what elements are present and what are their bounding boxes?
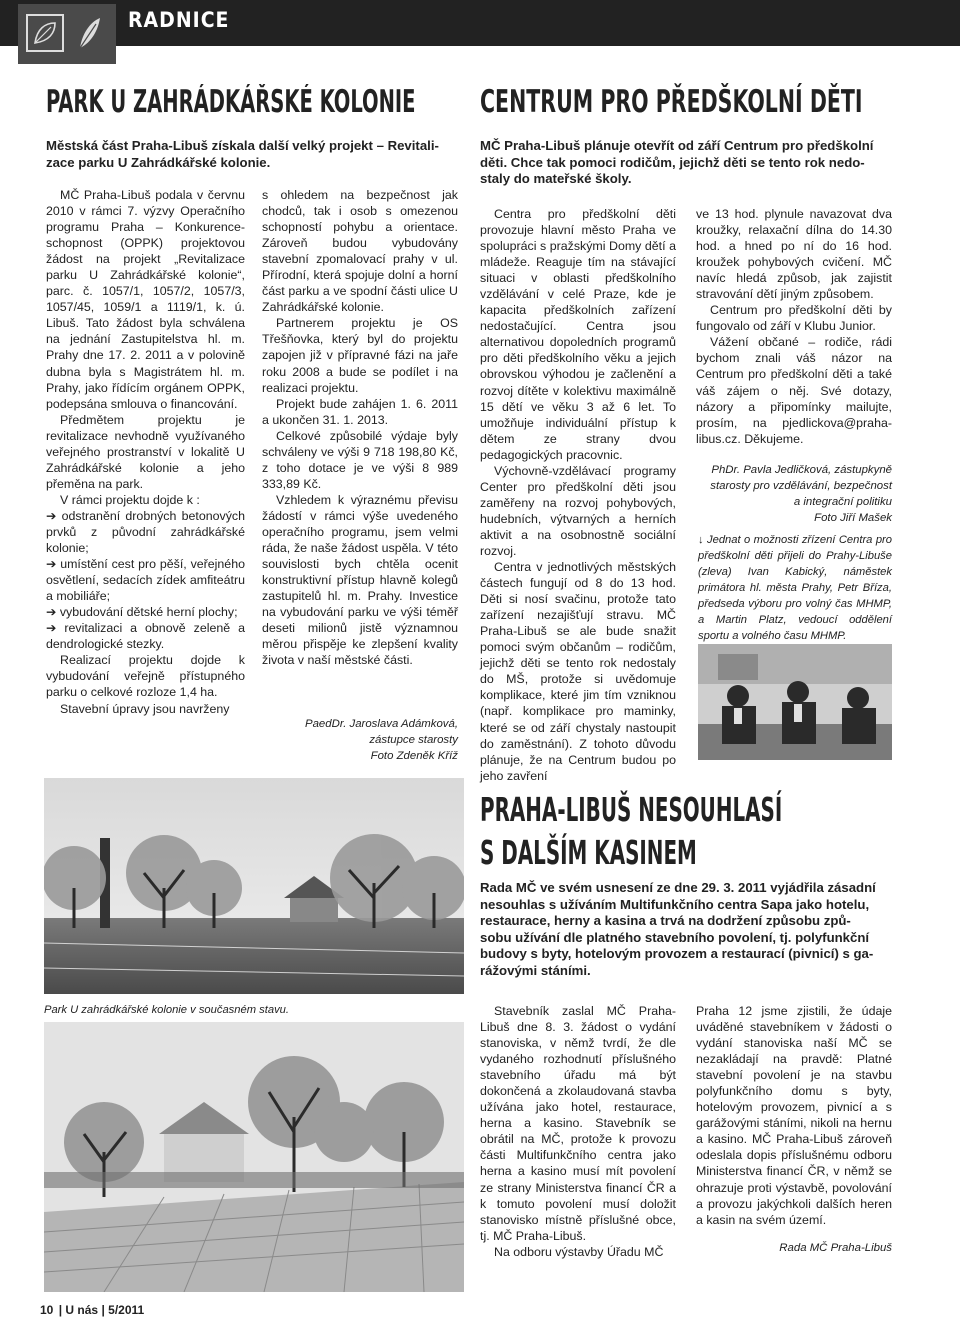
- arrow-icon: ➔: [46, 605, 60, 620]
- photo-caption-park: Park U zahrádkářské kolonie v současném stavu.: [44, 1004, 289, 1016]
- paragraph: MČ Praha-Libuš podala v červnu 2010 v rámci 7. výzvy Operačního programu Praha – Konkurenceschopnost (OPPK) projektovou žádost na projekt „Revitalizace parku U Zahrádkářské kolonie“, parc. č. 1057/1, 1057/2, 1057/3, 1057/45, 1059/1 a 1119/1, k. ú. Libuš. Tato žádost byla schválena na jednání Zastupitelstva hl. m. Prahy dne 17. 2. 2011 a v polovině dubna byla s Magistrátem hl. m. Prahy, jako řídícím orgánem OPPK, podepsána smlouva o financování.: [46, 188, 245, 411]
- photo-caption-centrum: ↓ Jednat o možnosti zřízení Centra pro předškolní děti přijeli do Prahy-Libuše (zleva) Ivan Kabický, náměstek primátora hl. města Prahy, Petr Bříza, předseda výboru pro volný čas MHMP, a Martin Platz, vedoucí oddělení sportu a volného času MHMP.: [698, 534, 892, 642]
- page-footer: 10 | U nás | 5/2011: [40, 1303, 145, 1317]
- centrum-column-2: [696, 206, 892, 447]
- paragraph: Na odboru výstavby Úřadu MČ: [494, 1244, 664, 1259]
- arrow-icon: ➔: [46, 557, 61, 572]
- page-number: 10: [40, 1303, 54, 1317]
- arrow-down-icon: ↓: [698, 534, 708, 546]
- section-logo: [18, 4, 116, 64]
- section-label: RADNICE: [128, 8, 230, 32]
- photo-centrum: [698, 644, 892, 760]
- paragraph: Centra v jednotlivých městských částech fungují od 8 do 13 hod. Děti si nosí svačinu, protože tato zařízení nezajišťují stravu. MČ Praha-Libuš se ale bude snažit pomoci svým občanům – rodičům, jejichž děti se tento rok nedostaly do MŠ, protože si uvědomuje komplikace, které jim tím vzniknou (např. komplikace pro maminky, které se od září chystaly nastoupit do zaměstnání). Z tohoto důvodu plánuje, že na Centrum budou po jeho zavření: [480, 560, 676, 783]
- paragraph: Předmětem projektu je revitalizace nevhodně využívaného veřejného prostranství v lokalitě U Zahrádkářské kolonie a jeho přeměna na park.: [46, 412, 245, 491]
- photo-park-2: [44, 1022, 464, 1292]
- signature-park: PaedDr. Jaroslava Adámková, zástupce starosty Foto Zdeněk Kříž: [305, 718, 458, 762]
- paragraph: Praha 12 jsme zjistili, že údaje uváděné stavebníkem v žádosti o vydání stanoviska naší MČ se nezakládají na pravdě: Platné stavební povolení je na stavbu polyfunkčního domu s byty, hotelovým provozem, pivnicí a s garážovými stáními, nikoli na hernu a kasino. MČ Praha-Libuš zároveň odeslala dopis příslušnému odboru Ministerstva financí ČR, v němž se ohrazuje proti výstavbě, povolování a provozu jakýchkoli dalších heren a kasin na svém území.: [696, 1004, 892, 1227]
- signature-kasino: Rada MČ Praha-Libuš: [779, 1242, 892, 1254]
- paragraph: Projekt bude zahájen 1. 6. 2011 a ukončen 31. 1. 2013.: [262, 396, 458, 427]
- paragraph: Výchovně-vzdělávací programy Center pro předškolní děti jsou zaměřeny na rozvoj pohybových, hudebních, výtvarných a herních aktivit a na osobnostně sociální rozvoj.: [480, 463, 676, 558]
- headline-park: PARK U ZAHRÁDKÁŘSKÉ KOLONIE: [46, 84, 416, 120]
- arrow-icon: ➔: [46, 508, 62, 523]
- magazine-name: U nás: [65, 1303, 99, 1317]
- paragraph: V rámci projektu dojde k :: [60, 492, 200, 507]
- bullet-item: ➔ vybudování dětské herní plochy;: [46, 605, 238, 620]
- kasino-column-2: [696, 1003, 892, 1228]
- issue-number: 5/2011: [108, 1303, 145, 1317]
- headline-centrum: CENTRUM PRO PŘEDŠKOLNÍ DĚTI: [480, 84, 863, 120]
- paragraph: Stavebník zaslal MČ Praha-Libuš dne 8. 3. žádost o vydání stanoviska, v němž tvrdí, že dle vydaného rozhodnutí příslušného stavebního úřadu má být dokončená a zkolaudovaná stavba užívána jako hotel, restaurace, herna a kasino. Stavebník se obrátil na MČ, protože k provozu části Multifunkčního centra jako herna a kasino musí mít povolení ze strany Ministerstva financí ČR a k tomuto povolení musí doložit stanovisko místně příslušné obce, tj. MČ Praha-Libuš.: [480, 1004, 676, 1243]
- paragraph: Stavební úpravy jsou navrženy: [60, 701, 230, 716]
- photo-park: [44, 778, 464, 994]
- paragraph: ve 13 hod. plynule navazovat dva kroužky, relaxační dílna do 14.30 hod. a hned po ní do 16 hod. kroužek pohybových cvičení. MČ navíc hledá způsob, jak zajistit stravování dětí jiným způsobem.: [696, 207, 892, 302]
- lede-park: Městská část Praha-Libuš získala další velký projekt – Revitali- zace parku U Zahrádkářské kolonie.: [46, 138, 439, 170]
- paragraph: Partnerem projektu je OS Třešňovka, který byl do projektu zapojen již v přípravné fázi na jaře roku 2008 a bude se podílet i na realizaci projektu.: [262, 316, 458, 395]
- paragraph: Realizací projektu dojde k vybudování veřejně přístupného parku o celkové rozloze 1,4 ha.: [46, 653, 245, 700]
- bullet-item: ➔ revitalizaci a obnově zeleně a dendrologické stezky.: [46, 621, 246, 652]
- park-column-1: [46, 187, 245, 717]
- paragraph: Centrum pro předškolní děti by fungovalo od září v Klubu Junior.: [696, 303, 892, 334]
- paragraph: Centra pro předškolní děti provozuje hlavní město Praha ve spolupráci s pražskými Domy dětí a mládeže. Reaguje tím na stávající situaci v oblasti předškolního vzdělávání v celé Praze, kde je kapacita předškolních zařízení nedostačující. Centra jsou alternativou dopoledních programů pro děti předškolního věku a jejich obrovskou výhodou je začlenění a rozvoj dítěte v kolektivu maximálně 15 dětí ve věku 3 až 6 let. To umožňuje individuální přístup k dětem ze strany dvou pedagogických pracovnic.: [480, 207, 676, 462]
- centrum-column-1: [480, 206, 676, 784]
- leaf-icon: [26, 14, 64, 52]
- bullet-item: ➔ odstranění drobných betonových prvků z původní zahrádkářské kolonie;: [46, 508, 245, 556]
- paragraph: Vážení občané – rodiče, rádi bychom znali váš názor na Centrum pro předškolní děti a také váš zájem o něj. Své dotazy, názory a připomínky mailujte, prosím, na pjedlickova@praha-libus.cz. Děkujeme.: [696, 335, 892, 446]
- kasino-column-1: [480, 1003, 676, 1260]
- arrow-icon: ➔: [46, 621, 65, 636]
- lede-kasino: Rada MČ ve svém usnesení ze dne 29. 3. 2011 vyjádřila zásadní nesouhlas s užíváním Multifunkčního centra Sapa jako hotelu, restaurace, herny a kasina a trvá na dodržení způsobu způ- sobu užívání dle platného stavebního povolení, tj. polyfunkční budovy s byty, hotelovým provozem a restaurací (pivnicí) s ga- rážovými stáními.: [480, 880, 876, 978]
- paragraph: Vzhledem k výraznému převisu žádostí v rámci výše uvedeného operačního programu, jsem velmi ráda, že naše žádost uspěla. V této souvislosti bych chtěla ocenit konstruktivní přístup hlavně kolegů zastupitelů hl. m. Prahy. Investice na vybudování parku ve výši téměř deseti milionů jistě významnou měrou přispěje ke zlepšení kvality života v naší městské části.: [262, 492, 458, 668]
- park-column-2: [262, 187, 458, 668]
- paragraph: Celkové způsobilé výdaje byly schváleny ve výši 9 718 198,80 Kč, z toho dotace je ve výši 8 989 333,89 Kč.: [262, 428, 458, 491]
- bullet-item: ➔ umístění cest pro pěší, veřejného osvětlení, sedacích zídek amfiteátru a mobiliáře;: [46, 557, 245, 604]
- feather-icon: [70, 14, 108, 52]
- headline-kasino: PRAHA-LIBUŠ NESOUHLASÍ S DALŠÍM KASINEM: [480, 790, 783, 872]
- signature-centrum: PhDr. Pavla Jedličková, zástupkyně starosty pro vzdělávání, bezpečnost a integrační politiku Foto Jiří Mašek: [710, 464, 892, 524]
- paragraph: s ohledem na bezpečnost jak chodců, tak i osob s omezenou schopností pohybu a orientace. Zároveň budou vybudovány stavební zpomalovací prahy v ul. Přírodní, která spojuje dolní a horní část parku a ve spodní části ulice U Zahrádkářské kolonie.: [262, 188, 458, 315]
- lede-centrum: MČ Praha-Libuš plánuje otevřít od září Centrum pro předškolní děti. Chce tak pomoci rodičům, jejichž děti se tento rok nedo- staly do mateřské školy.: [480, 138, 874, 186]
